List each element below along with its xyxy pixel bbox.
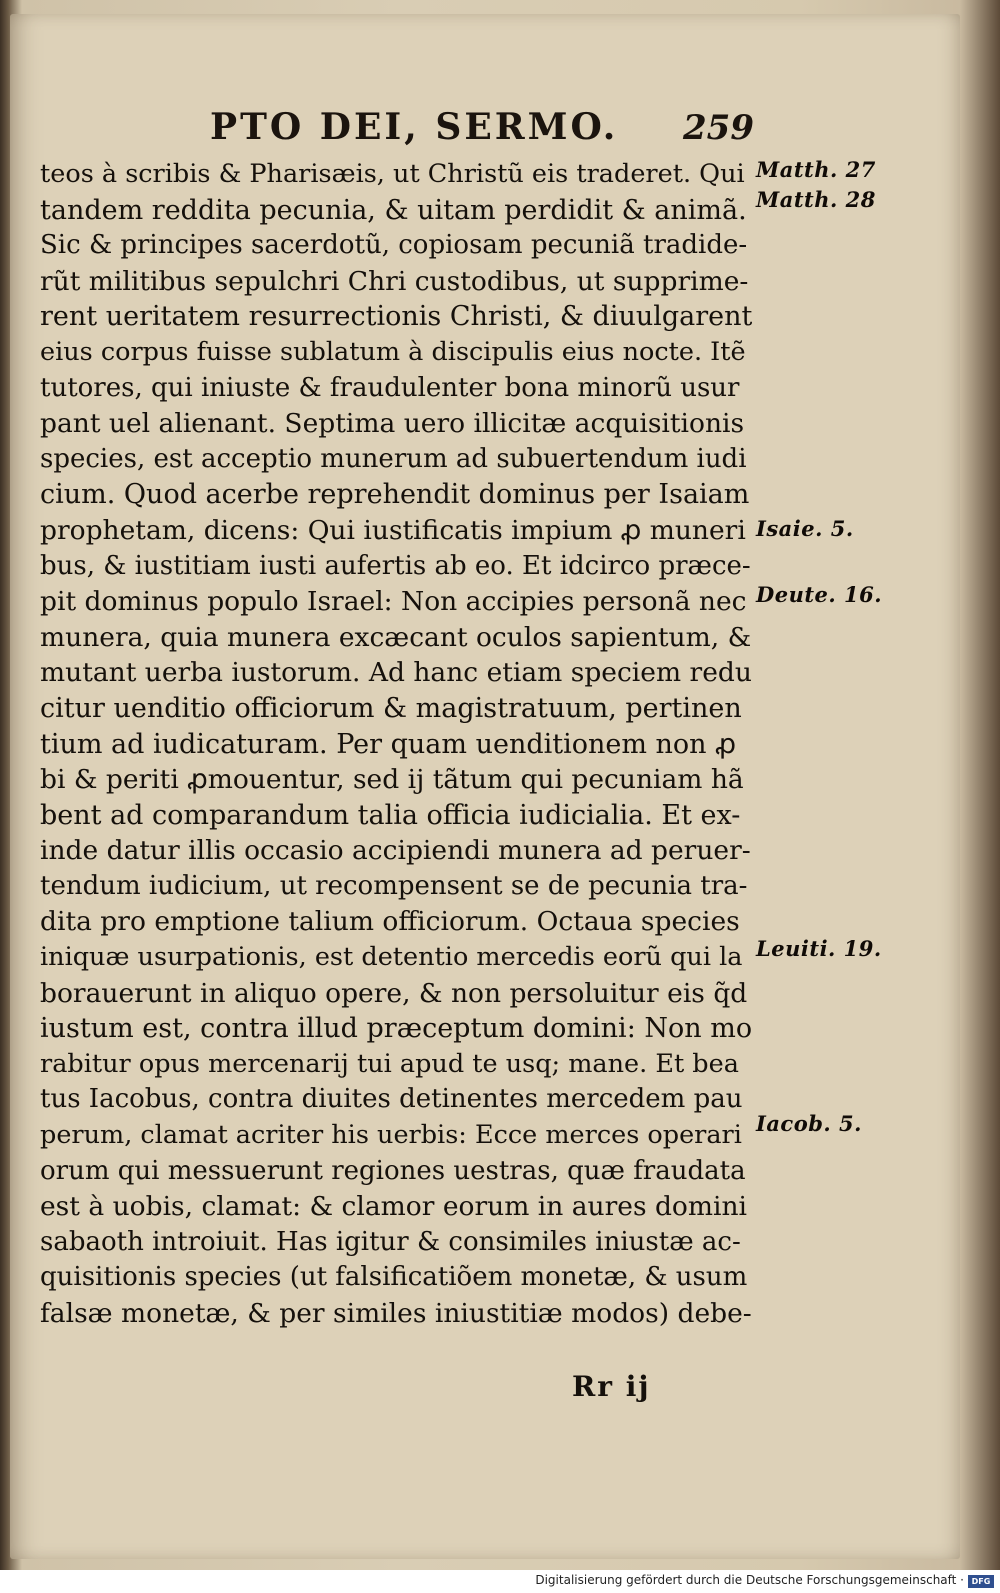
text-line: pit dominus populo Israel: Non accipies personã nec	[40, 586, 747, 618]
text-line: pant uel alienant. Septima uero illicitæ acquisitionis	[40, 408, 745, 440]
text-line: bent ad comparandum talia officia iudicialia. Et ex-	[40, 799, 741, 831]
text-line: quisitionis species (ut falsificatiõem monetæ, & usum	[40, 1262, 748, 1293]
text-line: eius corpus fuisse sublatum à discipulis eius nocte. Itẽ	[40, 336, 746, 367]
text-line: mutant uerba iustorum. Ad hanc etiam speciem redu	[40, 657, 752, 689]
marginal-note: Matth. 27	[756, 157, 876, 182]
marginal-note: Iacob. 5.	[756, 1111, 862, 1136]
signature-mark: Rr ij	[572, 1370, 651, 1403]
text-line: iustum est, contra illud præceptum domini: Non mo	[40, 1013, 752, 1045]
text-line: citur uenditio officiorum & magistratuum, pertinen	[40, 692, 742, 724]
text-line: tium ad iudicaturam. Per quam uenditionem non ꝓ	[40, 728, 737, 760]
text-line: tutores, qui iniuste & fraudulenter bona minorũ usur	[40, 372, 740, 403]
running-title: PTO DEI, SERMO.	[210, 106, 619, 148]
book-page	[10, 14, 960, 1559]
text-line: inde datur illis occasio accipiendi munera ad peruer-	[40, 835, 751, 867]
text-line: Sic & principes sacerdotũ, copiosam pecuniã tradide-	[40, 230, 748, 261]
text-line: perum, clamat acriter his uerbis: Ecce merces operari	[40, 1120, 742, 1151]
text-line: rũt militibus sepulchri Chri custodibus, ut supprime-	[40, 265, 749, 297]
text-line: bus, & iustitiam iusti aufertis ab eo. Et idcirco præce-	[40, 550, 751, 581]
text-line: borauerunt in aliquo opere, & non persoluitur eis q̃d	[40, 977, 748, 1009]
text-line: iniquæ usurpationis, est detentio mercedis eorũ qui la	[40, 942, 743, 973]
dfg-logo: DFG	[968, 1575, 994, 1588]
page-header	[210, 106, 770, 152]
text-line: tendum iudicium, ut recompensent se de pecunia tra-	[40, 870, 748, 901]
text-line: teos à scribis & Pharisæis, ut Christũ eis traderet. Qui	[40, 159, 745, 189]
text-line: orum qui messuerunt regiones uestras, quæ fraudata	[40, 1155, 746, 1186]
text-line: rabitur opus mercenarij tui apud te usq; mane. Et bea	[40, 1048, 739, 1079]
marginal-note: Leuiti. 19.	[756, 936, 882, 961]
text-line: tandem reddita pecunia, & uitam perdidit & animã.	[40, 194, 747, 226]
main-text-block	[40, 157, 752, 1332]
text-line: est à uobis, clamat: & clamor eorum in aures domini	[40, 1191, 748, 1223]
folio-number: 259	[683, 108, 754, 148]
funding-credit: Digitalisierung gefördert durch die Deutsche Forschungsgemeinschaft ·	[535, 1573, 964, 1587]
text-line: bi & periti ꝓmouentur, sed ij tãtum qui pecuniam hã	[40, 764, 744, 796]
text-line: munera, quia munera excæcant oculos sapientum, &	[40, 621, 752, 653]
marginal-note: Deute. 16.	[756, 582, 883, 607]
text-line: rent ueritatem resurrectionis Christi, & diuulgarent	[40, 301, 752, 333]
text-line: prophetam, dicens: Qui iustificatis impium ꝓ muneri	[40, 514, 746, 546]
marginal-note: Matth. 28	[756, 187, 876, 212]
text-line: tus Iacobus, contra diuites detinentes mercedem pau	[40, 1084, 743, 1115]
text-line: dita pro emptione talium officiorum. Octaua species	[40, 906, 740, 938]
marginal-note: Isaie. 5.	[756, 516, 854, 541]
text-line: sabaoth introiuit. Has igitur & consimiles iniustæ ac-	[40, 1226, 741, 1257]
text-line: falsæ monetæ, & per similes iniustitiæ modos) debe-	[40, 1298, 752, 1329]
footer-bar	[0, 1570, 1000, 1593]
text-line: species, est acceptio munerum ad subuertendum iudi	[40, 443, 747, 474]
text-line: cium. Quod acerbe reprehendit dominus per Isaiam	[40, 479, 750, 511]
